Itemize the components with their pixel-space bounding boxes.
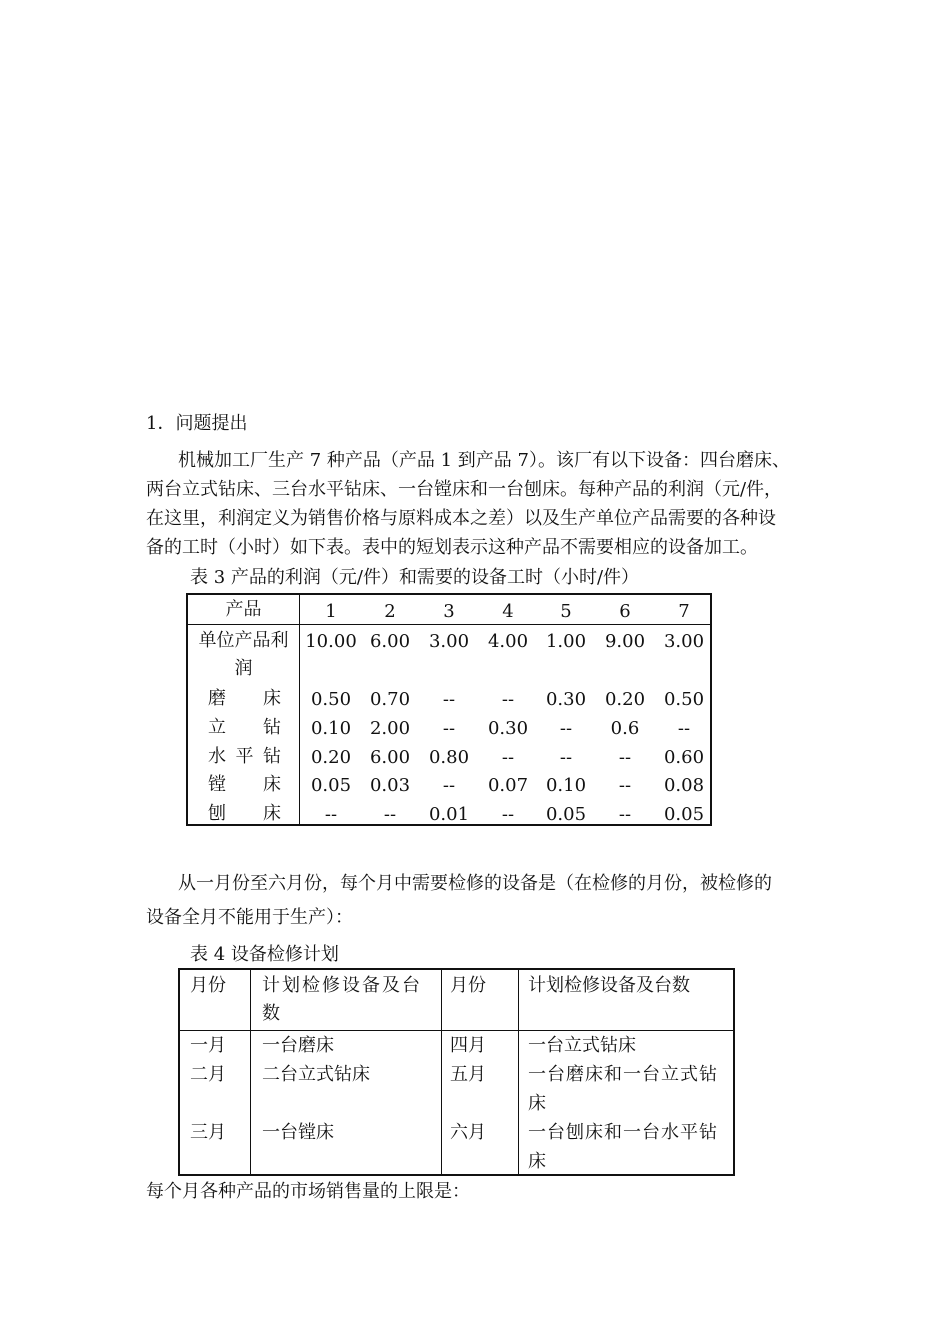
table3-row-label-char: 磨: [208, 688, 226, 709]
table3-value-cell: 0.03: [369, 775, 411, 796]
table4: [178, 968, 735, 1176]
table3-value-cell: --: [442, 775, 456, 796]
table3-value-cell: 0.30: [545, 689, 587, 710]
para2-line-2: 设备全月不能用于生产）：: [146, 907, 353, 928]
table3-row-label: [188, 688, 299, 710]
para3: 每个月各种产品的市场销售量的上限是：: [146, 1181, 470, 1202]
table3-profit-label-2: 润: [234, 658, 253, 679]
table3-value-cell: 0.07: [487, 775, 529, 796]
table3-value-cell: --: [618, 775, 632, 796]
table3-value-cell: --: [383, 804, 397, 825]
table4-row6-plan-a: 一台刨床和一台水平钻: [528, 1122, 718, 1143]
para1-line-2: 两台立式钻床、三台水平钻床、一台镗床和一台刨床。每种产品的利润（元/件，: [146, 479, 783, 500]
table3-value-cell: --: [501, 689, 515, 710]
table3-value-cell: --: [559, 747, 573, 768]
table4-row5-plan-a: 一台磨床和一台立式钻: [528, 1064, 718, 1085]
table3-row-label-char: 立: [208, 717, 226, 738]
table3-product-header: 7: [678, 601, 690, 622]
table4-rule-2: [441, 970, 442, 1174]
table3-value-cell: --: [677, 718, 691, 739]
table3-value-cell: 0.50: [663, 689, 705, 710]
table3-label-rule: [299, 595, 300, 824]
table3-row-label-char: 钻: [263, 746, 281, 767]
table3: [186, 593, 712, 826]
table3-header-label: 产品: [225, 599, 262, 620]
table3-value-cell: --: [501, 747, 515, 768]
table4-row4-month: 四月: [450, 1035, 486, 1056]
table3-value-cell: 0.05: [663, 804, 705, 825]
table3-profit-cell: 10.00: [305, 631, 357, 652]
table4-caption: 表 4 设备检修计划: [190, 944, 339, 965]
table3-value-cell: 0.70: [369, 689, 411, 710]
table3-value-cell: 2.00: [369, 718, 411, 739]
table3-value-cell: --: [442, 689, 456, 710]
table3-profit-cell: 3.00: [663, 631, 705, 652]
table4-row3-plan: 一台镗床: [262, 1122, 334, 1143]
table3-row-label-char: 刨: [208, 803, 226, 824]
table3-profit-label-1: 单位产品利: [198, 630, 289, 651]
table3-value-cell: 0.05: [545, 804, 587, 825]
table3-value-cell: 0.20: [310, 747, 352, 768]
table3-product-header: 1: [325, 601, 337, 622]
table3-value-cell: --: [501, 804, 515, 825]
table4-row1-month: 一月: [190, 1035, 226, 1056]
table4-row4-plan: 一台立式钻床: [528, 1035, 636, 1056]
table3-row-label-char: 床: [263, 688, 281, 709]
table3-header-rule: [188, 624, 710, 625]
table4-row3-month: 三月: [190, 1122, 226, 1143]
table3-profit-cell: 6.00: [369, 631, 411, 652]
table3-row-label: [188, 803, 299, 825]
table3-value-cell: --: [618, 747, 632, 768]
table3-profit-cell: 1.00: [545, 631, 587, 652]
table3-row-label: [188, 746, 299, 768]
table3-product-header: 3: [443, 601, 455, 622]
table3-row-label-char: 床: [263, 803, 281, 824]
table3-value-cell: 0.10: [310, 718, 352, 739]
table4-row6-plan-b: 床: [528, 1151, 546, 1172]
table3-row-label-char: 钻: [263, 717, 281, 738]
table4-rule-1: [250, 970, 251, 1174]
para1-line-1: 机械加工厂生产 7 种产品（产品 1 到产品 7）。该厂有以下设备：四台磨床、: [178, 450, 790, 471]
table3-value-cell: 6.00: [369, 747, 411, 768]
table3-value-cell: 0.08: [663, 775, 705, 796]
table3-value-cell: --: [324, 804, 338, 825]
table3-product-header: 5: [560, 601, 572, 622]
table3-value-cell: 0.20: [604, 689, 646, 710]
table4-header-month-2: 月份: [450, 975, 486, 996]
table3-value-cell: --: [442, 718, 456, 739]
para2-line-1: 从一月份至六月份，每个月中需要检修的设备是（在检修的月份，被检修的: [178, 873, 772, 894]
table3-value-cell: 0.60: [663, 747, 705, 768]
table3-profit-cell: 3.00: [428, 631, 470, 652]
table4-row6-month: 六月: [450, 1122, 486, 1143]
table4-header-month-1: 月份: [190, 975, 226, 996]
table3-row-label: [188, 717, 299, 739]
table4-row5-month: 五月: [450, 1064, 486, 1085]
table3-row-label-char: 镗: [208, 774, 226, 795]
table3-value-cell: 0.05: [310, 775, 352, 796]
table4-header-plan-1a: 计划检修设备及台: [262, 975, 422, 996]
para1-line-3: 在这里，利润定义为销售价格与原料成本之差）以及生产单位产品需要的各种设: [146, 508, 776, 529]
table4-row1-plan: 一台磨床: [262, 1035, 334, 1056]
table3-profit-cell: 9.00: [604, 631, 646, 652]
para1-line-4: 备的工时（小时）如下表。表中的短划表示这种产品不需要相应的设备加工。: [146, 537, 758, 558]
table3-row-label: [188, 774, 299, 796]
table3-value-cell: 0.10: [545, 775, 587, 796]
table3-product-header: 2: [384, 601, 396, 622]
section-title: 1．问题提出: [146, 413, 248, 434]
table3-value-cell: --: [559, 718, 573, 739]
table3-value-cell: 0.6: [610, 718, 640, 739]
table3-value-cell: 0.01: [428, 804, 470, 825]
table3-product-header: 6: [619, 601, 631, 622]
table3-value-cell: --: [618, 804, 632, 825]
table3-row-label-char: 水: [208, 746, 226, 767]
table3-profit-cell: 4.00: [487, 631, 529, 652]
table3-value-cell: 0.80: [428, 747, 470, 768]
table4-header-plan-2: 计划检修设备及台数: [528, 975, 690, 996]
table4-row5-plan-b: 床: [528, 1093, 546, 1114]
table3-value-cell: 0.50: [310, 689, 352, 710]
table4-rule-3: [518, 970, 519, 1174]
table4-row2-month: 二月: [190, 1064, 226, 1085]
table3-row-label-char: 床: [263, 774, 281, 795]
table4-header-plan-1b: 数: [262, 1003, 280, 1024]
table3-value-cell: 0.30: [487, 718, 529, 739]
table3-caption: 表 3 产品的利润（元/件）和需要的设备工时（小时/件）: [190, 567, 640, 588]
table4-row2-plan: 二台立式钻床: [262, 1064, 370, 1085]
table3-product-header: 4: [502, 601, 514, 622]
table3-row-label-char: 平: [235, 746, 254, 767]
